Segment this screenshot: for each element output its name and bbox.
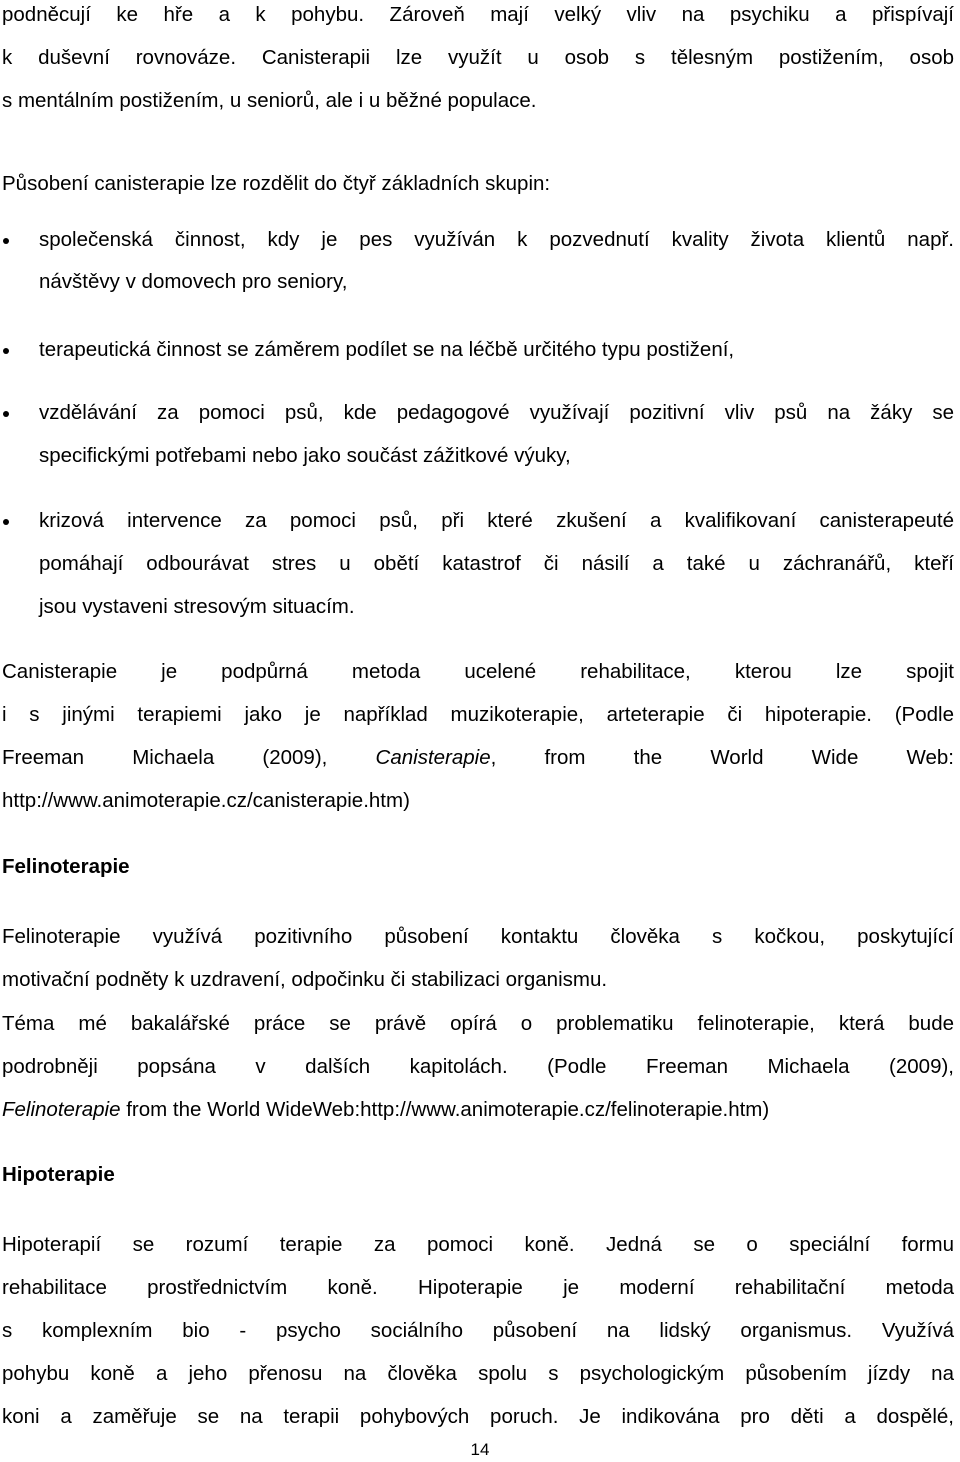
- citation-title: Canisterapie: [375, 746, 491, 769]
- paragraph-line: Canisterapie je podpůrná metoda ucelené rehabilitace, kterou lze spojit: [2, 660, 954, 683]
- paragraph-line: i s jinými terapiemi jako je například muzikoterapie, arteterapie či hipoterapie. (Podle: [2, 703, 954, 726]
- paragraph-line: podněcují ke hře a k pohybu. Zároveň mají velký vliv na psychiku a přispívají: [2, 3, 954, 26]
- citation-text: from the World WideWeb:http://www.animoterapie.cz/felinoterapie.htm): [120, 1098, 770, 1121]
- paragraph-line: s komplexním bio - psycho sociálního působení na lidský organismus. Využívá: [2, 1319, 954, 1342]
- paragraph-line: [2, 746, 954, 770]
- groups-intro: Působení canisterapie lze rozdělit do čtyř základních skupin:: [2, 172, 551, 195]
- paragraph-line: Hipoterapií se rozumí terapie za pomoci koně. Jedná se o speciální formu: [2, 1233, 954, 1256]
- list-item-line: terapeutická činnost se záměrem podílet se na léčbě určitého typu postižení,: [39, 338, 735, 361]
- list-item-line: návštěvy v domovech pro seniory,: [39, 270, 348, 293]
- paragraph-line: rehabilitace prostřednictvím koně. Hipoterapie je moderní rehabilitační metoda: [2, 1276, 954, 1299]
- paragraph-line: podrobněji popsána v dalších kapitolách. (Podle Freeman Michaela (2009),: [2, 1055, 954, 1078]
- bullet-icon: [3, 411, 9, 417]
- bullet-icon: [3, 519, 9, 525]
- section-heading: Hipoterapie: [2, 1163, 115, 1186]
- paragraph-line: [2, 1098, 769, 1122]
- list-item-line: pomáhají odbourávat stres u obětí katastrof či násilí a také u záchranářů, kteří: [39, 552, 954, 575]
- paragraph-line: Felinoterapie využívá pozitivního působení kontaktu člověka s kočkou, poskytující: [2, 925, 954, 948]
- bullet-icon: [3, 238, 9, 244]
- paragraph-line: motivační podněty k uzdravení, odpočinku či stabilizaci organismu.: [2, 968, 608, 991]
- page-number: 14: [470, 1440, 490, 1459]
- list-item-line: jsou vystaveni stresovým situacím.: [39, 595, 355, 618]
- paragraph-line: s mentálním postižením, u seniorů, ale i u běžné populace.: [2, 89, 537, 112]
- citation-text: Freeman Michaela (2009),: [2, 746, 376, 769]
- citation-title: Felinoterapie: [2, 1098, 121, 1121]
- paragraph-line: k duševní rovnováze. Canisterapii lze využít u osob s tělesným postižením, osob: [2, 46, 954, 69]
- paragraph-line: pohybu koně a jeho přenosu na člověka spolu s psychologickým působením jízdy na: [2, 1362, 954, 1385]
- section-heading: Felinoterapie: [2, 855, 130, 878]
- list-item-line: společenská činnost, kdy je pes využíván k pozvednutí kvality života klientů např.: [39, 228, 954, 251]
- bullet-icon: [3, 348, 9, 354]
- paragraph-line: http://www.animoterapie.cz/canisterapie.htm): [2, 789, 410, 812]
- list-item-line: krizová intervence za pomoci psů, při které zkušení a kvalifikovaní canisterapeuté: [39, 509, 954, 532]
- list-item-line: vzdělávání za pomoci psů, kde pedagogové využívají pozitivní vliv psů na žáky se: [39, 401, 954, 424]
- paragraph-line: Téma mé bakalářské práce se právě opírá o problematiku felinoterapie, která bude: [2, 1012, 954, 1035]
- paragraph-line: koni a zaměřuje se na terapii pohybových poruch. Je indikována pro děti a dospělé,: [2, 1405, 954, 1428]
- citation-text: , from the World Wide Web:: [490, 746, 954, 769]
- list-item-line: specifickými potřebami nebo jako součást zážitkové výuky,: [39, 444, 571, 467]
